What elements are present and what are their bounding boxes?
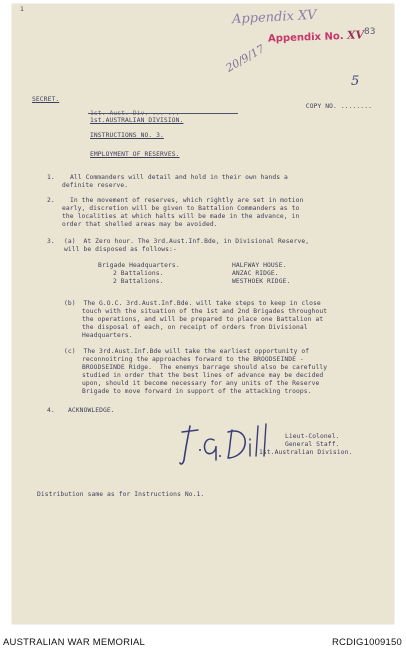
classification: SECRET.: [32, 96, 60, 103]
paragraph-1-number: 1.: [47, 174, 55, 181]
paragraph-3b-line: the disposal of each, on receipt of orders from Divisional: [82, 324, 308, 331]
paragraph-3c-line: studied in order that the best lines of advance may be decided: [82, 372, 324, 379]
copy-blank: ........: [340, 103, 372, 110]
paragraph-2-number: 2.: [47, 197, 55, 204]
appendix-stamp-label: Appendix No.: [267, 31, 344, 45]
paragraph-3c-line: reconnoitring the approaches forward to the BROODSEINDE -: [82, 356, 304, 363]
paragraph-1-line: definite reserve.: [62, 182, 129, 189]
paragraph-2-line: the localities at which halts will be made in the advance, in: [62, 213, 300, 220]
paragraph-1-line: All Commanders will detail and hold in their own hands a: [70, 174, 288, 181]
paragraph-4-number: 4.: [47, 407, 55, 414]
disposition-place: WESTHOEK RIDGE.: [232, 278, 291, 285]
distribution-note: Distribution same as for Instructions No.1.: [37, 491, 205, 498]
division-title: 1st.AUSTRALIAN DIVISION.: [90, 117, 184, 124]
acknowledge-text: ACKNOWLEDGE.: [68, 407, 115, 414]
paragraph-3c-line: Brigade to move forward in support of the attacking troops.: [82, 388, 312, 395]
paragraph-3a-line: (a) At Zero hour. The 3rd.Aust.Inf.Bde, in Divisional Reserve,: [64, 238, 310, 245]
paragraph-3c-line: BROODSEINDE Ridge. The enemys barrage should also be carefully: [82, 364, 328, 371]
paragraph-3b-line: Headquarters.: [82, 332, 133, 339]
paragraph-3c-line: (c) The 3rd.Aust.Inf.Bde will take the earliest opportunity of: [64, 348, 310, 355]
footer-archive-name: AUSTRALIAN WAR MEMORIAL: [3, 637, 146, 648]
disposition-unit: 2 Battalions.: [113, 270, 164, 277]
paragraph-3c-line: upon, should it become necessary for any units of the Reserve: [82, 380, 320, 387]
footer-record-id: RCDIG1009150: [332, 637, 402, 648]
strike-through-line: [88, 113, 238, 114]
initials-note: 20/9/17: [223, 42, 267, 75]
handwritten-signature: [178, 420, 272, 472]
disposition-place: ANZAC RIDGE.: [232, 270, 279, 277]
paragraph-2-line: order that shelled areas may be avoided.: [62, 221, 218, 228]
signatory-role: General Staff.: [285, 441, 340, 448]
disposition-unit: 2 Battalions.: [113, 278, 164, 285]
paragraph-3a-line: will be disposed as follows:-: [64, 246, 177, 253]
copy-number-handwritten: 5: [351, 74, 360, 89]
paragraph-3b-line: (b) The G.O.C. 3rd.Aust.Inf.Bde. will take steps to keep in close: [64, 300, 321, 307]
page-number: 83: [364, 27, 376, 37]
paragraph-2-line: early, discretion will be given to Battalion Commanders as to: [62, 205, 300, 212]
copy-number: [298, 96, 372, 110]
paragraph-3b-line: the operations, and will be prepared to place one Battalion at: [82, 316, 324, 323]
signatory-unit: 1st.Australian Division.: [259, 449, 353, 456]
paragraph-3b-line: touch with the situation of the 1st and 2nd Brigades throughout: [82, 308, 328, 315]
subject-title: EMPLOYMENT OF RESERVES.: [90, 151, 180, 158]
appendix-stamp-number: XV: [346, 28, 365, 42]
signatory-rank: Lieut-Colonel.: [285, 433, 340, 440]
disposition-place: HALFWAY HOUSE.: [232, 262, 287, 269]
appendix-pencil-note: Appendix XV: [231, 7, 318, 28]
instructions-title: INSTRUCTIONS NO. 3.: [90, 132, 164, 139]
paragraph-3-number: 3.: [47, 238, 55, 245]
copy-label: COPY NO.: [305, 103, 337, 110]
corner-mark: 1: [20, 6, 24, 13]
paragraph-2-line: In the movement of reserves, which rightly are set in motion: [70, 197, 304, 204]
disposition-unit: Brigade Headquarters.: [98, 262, 180, 269]
